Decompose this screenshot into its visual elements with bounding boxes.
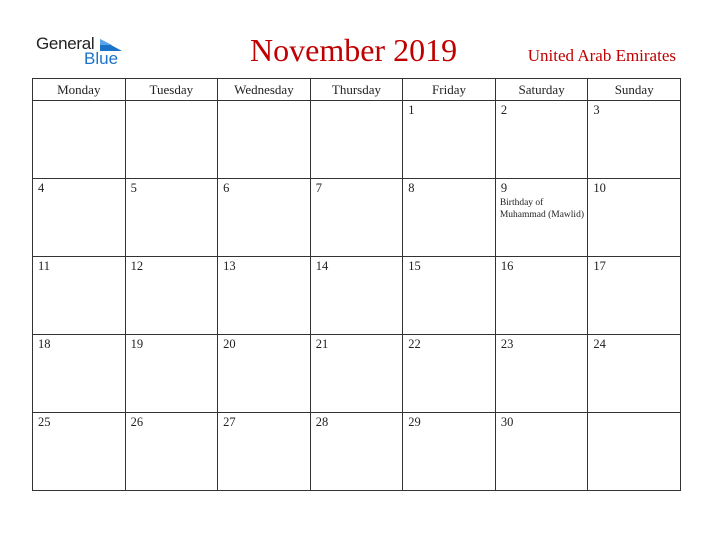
weekday-header-row — [33, 79, 681, 101]
day-number: 24 — [593, 337, 606, 351]
day-number: 13 — [223, 259, 236, 273]
weekday-header: Saturday — [495, 79, 588, 101]
day-cell[interactable] — [403, 335, 496, 413]
day-number: 8 — [408, 181, 415, 195]
week-row — [33, 101, 681, 179]
day-number — [218, 101, 310, 103]
day-cell[interactable] — [403, 101, 496, 179]
day-number: 6 — [223, 181, 230, 195]
day-number: 21 — [315, 337, 329, 351]
day-number: 15 — [408, 259, 421, 273]
day-number: 17 — [593, 259, 606, 273]
day-cell[interactable] — [495, 257, 588, 335]
day-number: 18 — [38, 337, 51, 351]
day-cell[interactable] — [403, 257, 496, 335]
day-cell[interactable] — [310, 335, 403, 413]
calendar-grid — [32, 78, 681, 491]
week-row — [33, 257, 681, 335]
day-cell[interactable] — [403, 413, 496, 491]
day-number: 9 — [500, 181, 508, 195]
weekday-header: Wednesday — [218, 79, 311, 101]
day-number: 10 — [593, 181, 606, 195]
day-cell[interactable] — [310, 101, 403, 179]
day-number — [588, 413, 680, 415]
day-cell[interactable] — [125, 335, 218, 413]
day-number: 11 — [38, 259, 51, 273]
day-number: 19 — [130, 337, 144, 351]
day-number — [126, 101, 218, 103]
day-number: 1 — [408, 103, 415, 117]
day-cell[interactable] — [588, 179, 681, 257]
page-title: November 2019 — [250, 32, 458, 68]
day-cell[interactable] — [310, 179, 403, 257]
weekday-header: Thursday — [310, 79, 403, 101]
day-cell[interactable] — [125, 257, 218, 335]
day-cell[interactable] — [495, 413, 588, 491]
week-row — [33, 179, 681, 257]
day-number: 27 — [223, 415, 236, 429]
day-number — [311, 101, 403, 103]
day-cell[interactable] — [310, 413, 403, 491]
day-number: 4 — [38, 181, 45, 195]
day-cell[interactable] — [33, 257, 126, 335]
logo-word-blue: Blue — [84, 49, 119, 68]
day-number: 14 — [315, 259, 329, 273]
day-cell[interactable] — [218, 179, 311, 257]
day-cell[interactable] — [33, 101, 126, 179]
week-row — [33, 335, 681, 413]
holiday-label: Birthday of Muhammad (Mawlid) — [499, 198, 584, 220]
day-number: 7 — [315, 181, 322, 195]
day-cell[interactable] — [218, 413, 311, 491]
generalblue-logo[interactable] — [36, 34, 126, 68]
logo-word-general: General — [36, 34, 95, 53]
day-cell[interactable] — [218, 101, 311, 179]
day-number: 16 — [500, 259, 514, 273]
day-number: 28 — [315, 415, 329, 429]
day-number: 3 — [593, 103, 600, 117]
day-number: 22 — [408, 337, 421, 351]
day-number: 25 — [38, 415, 51, 429]
weekday-header: Monday — [33, 79, 126, 101]
day-number — [33, 101, 125, 103]
week-row — [33, 413, 681, 491]
day-number: 23 — [500, 337, 514, 351]
day-number: 2 — [500, 103, 508, 117]
day-cell[interactable] — [33, 179, 126, 257]
day-cell[interactable] — [588, 335, 681, 413]
day-cell[interactable] — [125, 413, 218, 491]
day-number: 12 — [130, 259, 144, 273]
weekday-header: Friday — [403, 79, 496, 101]
day-cell[interactable] — [495, 335, 588, 413]
day-cell[interactable] — [588, 257, 681, 335]
day-cell[interactable] — [495, 101, 588, 179]
day-number: 29 — [408, 415, 421, 429]
day-cell[interactable] — [495, 179, 588, 257]
day-cell[interactable] — [588, 413, 681, 491]
day-cell[interactable] — [33, 335, 126, 413]
day-cell[interactable] — [403, 179, 496, 257]
day-number: 20 — [223, 337, 236, 351]
weekday-header: Tuesday — [125, 79, 218, 101]
day-number: 26 — [130, 415, 144, 429]
day-number: 30 — [500, 415, 514, 429]
day-number: 5 — [130, 181, 137, 195]
day-cell[interactable] — [218, 335, 311, 413]
day-cell[interactable] — [33, 413, 126, 491]
day-cell[interactable] — [218, 257, 311, 335]
day-cell[interactable] — [588, 101, 681, 179]
day-cell[interactable] — [310, 257, 403, 335]
day-cell[interactable] — [125, 101, 218, 179]
weekday-header: Sunday — [588, 79, 681, 101]
day-cell[interactable] — [125, 179, 218, 257]
country-name: United Arab Emirates — [527, 46, 676, 65]
